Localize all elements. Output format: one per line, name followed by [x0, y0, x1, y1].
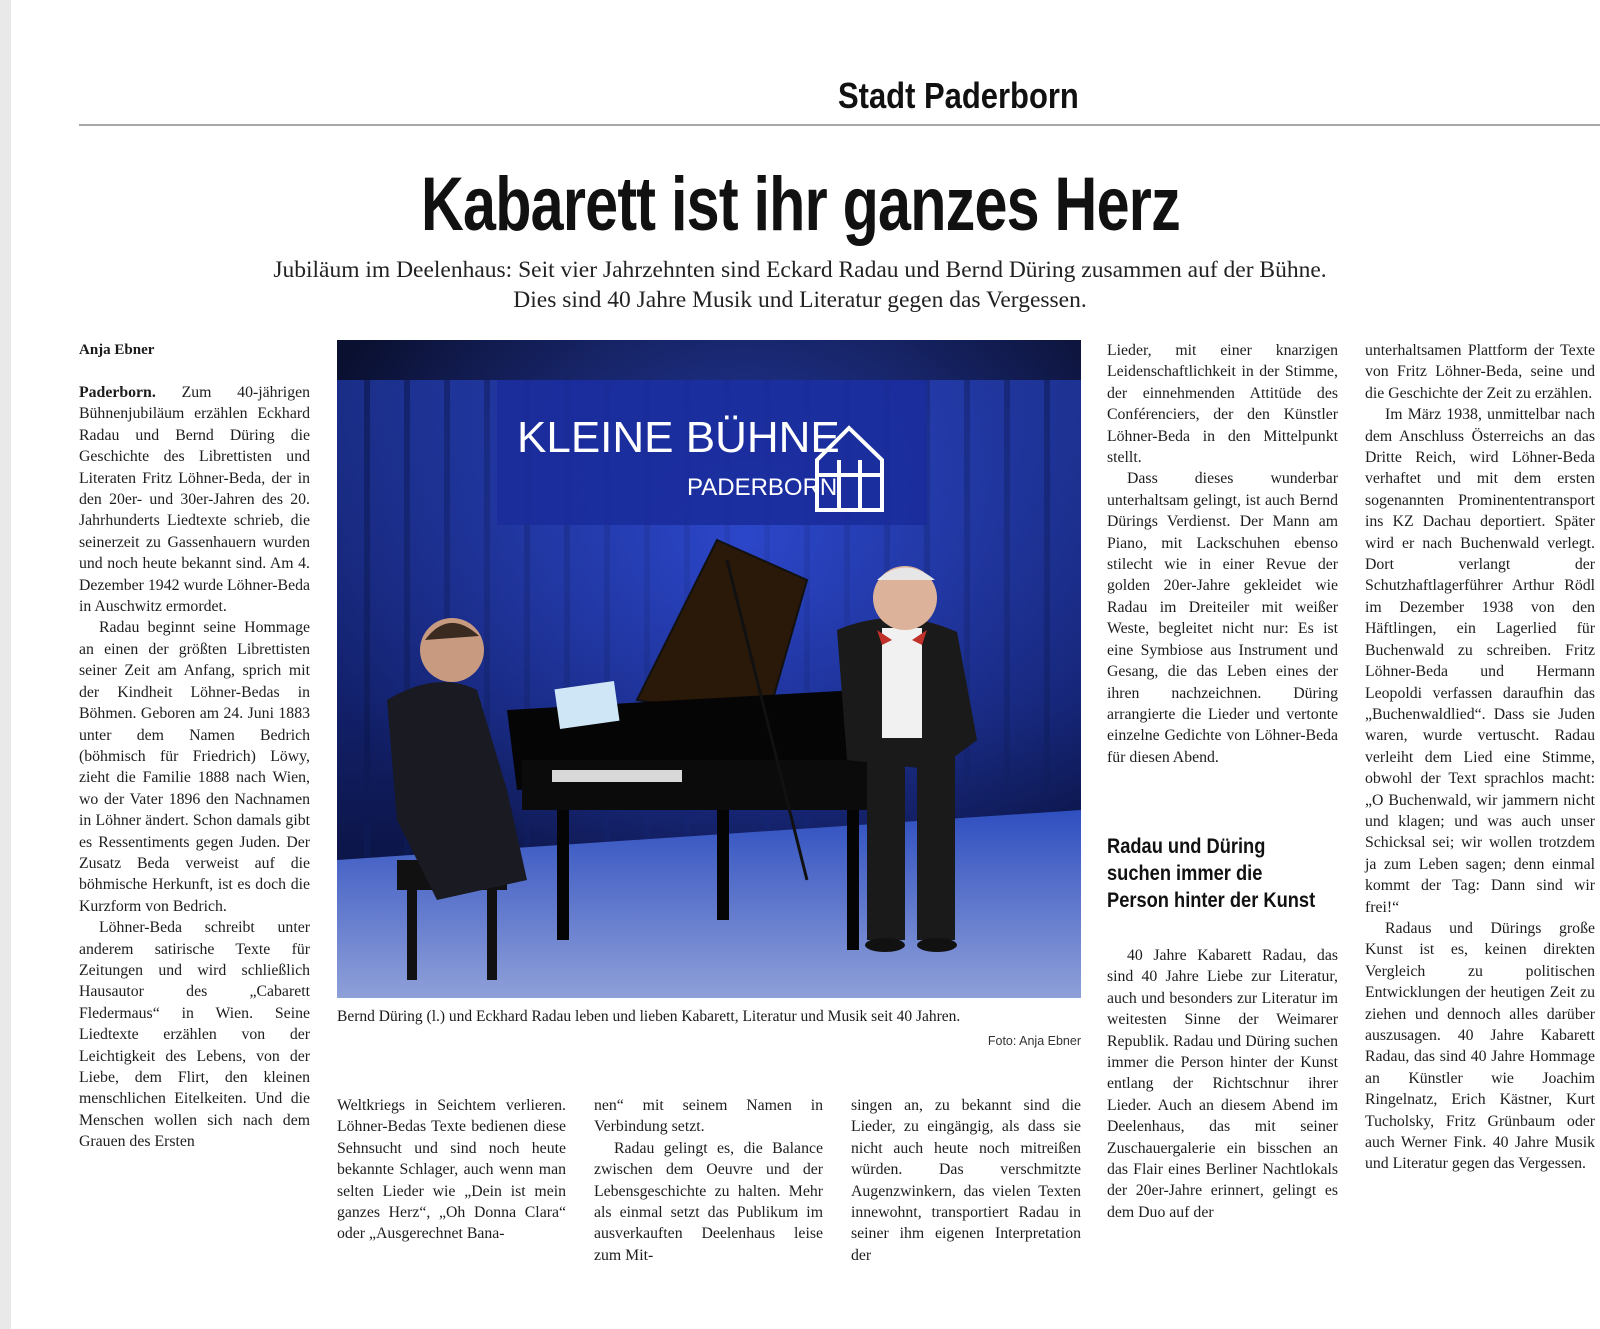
- dateline: Paderborn.: [79, 384, 156, 401]
- photo-caption: Bernd Düring (l.) und Eckhard Radau leben und lieben Kabarett, Literatur und Musik seit 40 Jahren.: [337, 1008, 961, 1025]
- subheadline: [1107, 833, 1347, 914]
- paragraph: Lieder, mit einer knarzigen Leidenschaftlichkeit in der Stimme, der einnehmenden Attitüde des Conférenciers, der den Künstler Löhner-Beda in den Mittelpunkt stellt.: [1107, 342, 1338, 467]
- paragraph: Im März 1938, unmittelbar nach dem Anschluss Österreichs an das Dritte Reich, wird Löhner-Beda verhaftet und mit dem ersten sogenannten Prominententransport ins KZ Dachau deportiert. Später wird er nach Buchenwald verlegt. Dort verlangt der Schutzhaftlagerführer Arthur Rödl im Dezember 1938 von den Häftlingen, ein Lagerlied für Buchenwald zu schreiben. Fritz Löhner-Beda und Hermann Leopoldi verfassen daraufhin das „Buchenwaldlied“. Dass sie Juden waren, wurde vertuscht. Radau verleiht dem Lied eine Stimme, obwohl der Text sprachlos macht: „O Buchenwald, wir jammern nicht und klagen; und was auch unser Schicksal sei; wir wollen trotzdem ja zum Leben sagen; denn einmal kommt der Tag: Dann sind wir frei!“: [1365, 406, 1595, 916]
- subline-line-2: Dies sind 40 Jahre Musik und Literatur gegen das Vergessen.: [513, 287, 1087, 313]
- paragraph: [79, 382, 310, 617]
- paragraph: Radau gelingt es, die Balance zwischen dem Oeuvre und der Lebensgeschichte zu halten. Mehr als einmal setzt das Publikum im ausverkauften Deelenhaus leise zum Mit-: [594, 1139, 823, 1264]
- paragraph: singen an, zu bekannt sind die Lieder, zu eingängig, als dass sie nicht auch heute noch mitreißen würden. Das verschmitzte Augenzwinkern, das vielen Texten innewohnt, transportiert Radau in seiner ihm eigenen Interpretation der: [851, 1097, 1081, 1264]
- subline: [0, 255, 1600, 315]
- section-rule: [79, 124, 1600, 126]
- section-title: Stadt Paderborn: [838, 75, 1079, 116]
- subline-line-1: Jubiläum im Deelenhaus: Seit vier Jahrzehnten sind Eckard Radau und Bernd Düring zusammen auf der Bühne.: [273, 257, 1327, 283]
- subheadline-line: Person hinter der Kunst: [1107, 888, 1316, 912]
- article-column-6: [1365, 340, 1595, 1175]
- article-column-5-continued: [1107, 945, 1338, 1223]
- paragraph: Radau beginnt seine Hommage an einen der größten Librettisten seiner Zeit am Anfang, sprich mit der Kindheit Löhner-Bedas in Böhmen. Geboren am 24. Juni 1883 unter dem Namen Bedrich (böhmisch für Friedrich) Löwy, zieht die Familie 1888 nach Wien, wo der Vater 1896 den Nachnamen in Löhner ändert. Schon damals gibt es Ressentiments gegen Juden. Der Zusatz Beda verweist auf die böhmische Herkunft, ist es doch die Kurzform von Bedrich.: [79, 619, 310, 915]
- headline-text: Kabarett ist ihr ganzes Herz: [420, 162, 1180, 247]
- article-column-1: [79, 382, 310, 1153]
- article-column-2: [337, 1095, 566, 1245]
- article-column-5: [1107, 340, 1338, 768]
- paragraph: Löhner-Beda schreibt unter anderem satirische Texte für Zeitungen und wird schließlich Hausautor des „Cabarett Fledermaus“ in Wien. Seine Liedtexte erzählen von der Leichtigkeit des Lebens, von der Liebe, dem Flirt, den kleinen menschlichen Eitelkeiten. Und die Menschen wollen sich nach dem Grauen des Ersten: [79, 919, 310, 1151]
- paragraph: 40 Jahre Kabarett Radau, das sind 40 Jahre Liebe zur Literatur, auch und besonders zur Literatur im weitesten Sinne der Weimarer Republik. Radau und Düring suchen immer die Person hinter der Kunst entlang der Richtschnur ihrer Lieder. Auch an diesem Abend im Deelenhaus, das mit seiner Zuschauergalerie ein bisschen an das Flair eines Berliner Nachtlokals der 20er-Jahre erinnert, gelingt es dem Duo auf der: [1107, 947, 1338, 1221]
- article-column-4: [851, 1095, 1081, 1266]
- paragraph-text: Zum 40-jährigen Bühnenjubiläum erzählen Eckhard Radau und Bernd Düring die Geschichte des Librettisten und Literaten Fritz Löhner-Beda, der in den 20er- und 30er-Jahren des 20. Jahrhunderts Liedtexte schrieb, die seinerzeit zu Gassenhauern wurden und noch heute bekannt sind. Am 4. Dezember 1942 wurde Löhner-Beda in Auschwitz ermordet.: [79, 384, 310, 616]
- subheadline-line: Radau und Düring: [1107, 834, 1266, 858]
- sign-line-2: PADERBORN: [687, 474, 838, 501]
- stage-photo-illustration: [337, 340, 1081, 998]
- author: Anja Ebner: [79, 342, 155, 358]
- paragraph: unterhaltsamen Plattform der Texte von Fritz Löhner-Beda, seine und die Geschichte der Zeit zu erzählen.: [1365, 342, 1595, 402]
- article-photo: [337, 340, 1081, 998]
- paragraph: Dass dieses wunderbar unterhaltsam gelingt, ist auch Bernd Dürings Verdienst. Der Mann am Piano, mit Lackschuhen ebenso stilecht wie in einer Revue der golden 20er-Jahre gekleidet wie Radau im Dreiteiler mit weißer Weste, begleitet nicht nur: Es ist eine Symbiose aus Instrument und Gesang, die das Leben eines der ihren nachzeichnen. Düring arrangierte die Lieder und vertonte einzelne Gedichte von Löhner-Beda für diesen Abend.: [1107, 470, 1338, 766]
- paragraph: Weltkriegs in Seichtem verlieren. Löhner-Bedas Texte bedienen diese Sehnsucht und sind noch heute bekannte Schlager, auch wenn man selten Lieder wie „Dein ist mein ganzes Herz“, „Oh Donna Clara“ oder „Ausgerechnet Bana-: [337, 1097, 566, 1243]
- headline: [0, 160, 1600, 250]
- photo-credit: Foto: Anja Ebner: [987, 1034, 1081, 1048]
- paragraph: nen“ mit seinem Namen in Verbindung setzt.: [594, 1097, 823, 1136]
- sign-line-1: KLEINE BÜHNE: [517, 413, 840, 462]
- paragraph: Radaus und Dürings große Kunst ist es, keinen direkten Vergleich zu politischen Entwicklungen der heutigen Zeit zu ziehen und dennoch alles darüber auszusagen. 40 Jahre Kabarett Radau, das sind 40 Jahre Hommage an Künstler wie Joachim Ringelnatz, Erich Kästner, Kurt Tucholsky, Fritz Grünbaum oder auch Werner Fink. 40 Jahre Musik und Literatur gegen das Vergessen.: [1365, 919, 1595, 1173]
- subheadline-line: suchen immer die: [1107, 861, 1263, 885]
- article-column-3: [594, 1095, 823, 1266]
